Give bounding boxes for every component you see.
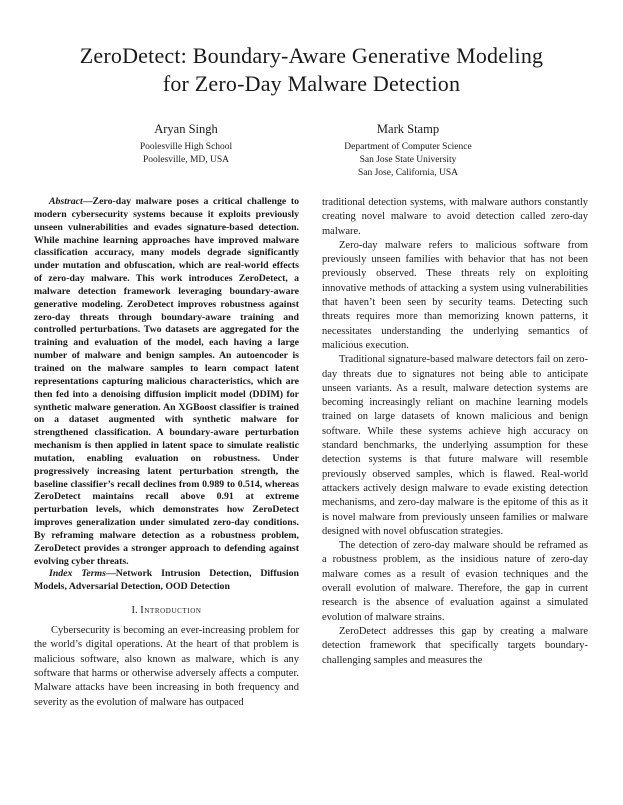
abstract-paragraph <box>34 196 299 568</box>
author-affiliation-line: Poolesville, MD, USA <box>142 155 230 165</box>
index-terms-label: Index Terms <box>49 568 106 580</box>
section-title: Introduction <box>140 605 202 617</box>
left-column <box>34 196 299 710</box>
authors-row <box>75 122 519 180</box>
author-affiliation-line: San Jose State University <box>359 155 457 165</box>
body-paragraph: traditional detection systems, with malware authors constantly creating novel malware to avoid detection called zero-day malware. <box>322 197 588 237</box>
right-column <box>322 196 588 668</box>
author-name: Aryan Singh <box>154 122 218 136</box>
body-paragraph: Zero-day malware refers to malicious software from previously unseen families with behavior that has not been previously observed. These threats rely on exploiting innovative methods of attacking a system using vulnerabilities that haven’t been seen by security teams. Detecting such threats requires more than memorizing known patterns, it necessitates understanding the underlying semantics of malicious execution. <box>322 239 588 351</box>
paper-title-line2: for Zero-Day Malware Detection <box>162 71 461 96</box>
author-affiliation-line: Department of Computer Science <box>344 142 472 152</box>
author-affiliation-line: Poolesville High School <box>139 142 233 152</box>
body-paragraph: Traditional signature-based malware detectors fail on zero-day threats due to signatures not being able to anticipate unseen variants. As a result, malware detection systems are becoming increasingly reliant on machine learning models trained on large datasets of known malicious and benign software. While these systems achieve high accuracy on standard benchmarks, the underlying assumption for these detection systems is that future malware will resemble previously observed samples, which is flawed. Real-world attackers actively design malware to evade existing detection mechanisms, and zero-day malware is the epitome of this as it is novel malware from previously unseen families or malware designed with novel obfuscation strategies. <box>322 354 588 537</box>
author-name: Mark Stamp <box>376 122 440 136</box>
paper-header <box>0 0 623 180</box>
body-paragraph: The detection of zero-day malware should be reframed as a robustness problem, as the insidious nature of zero-day malware comes as a result of evasion techniques and the overall evolution of malware. Therefore, the gap in current research is the absence of evaluation against a simulated evolution of malware strains. <box>322 540 588 623</box>
abstract-text: —Zero-day malware poses a critical challenge to modern cybersecurity systems because it exploits previously unseen vulnerabilities and evades signature-based detection. While machine learning approaches have improved malware classification accuracy, many models degrade significantly under mutation and obfuscation, which are real-world effects of zero-day malware. This work introduces ZeroDetect, a malware detection framework leveraging boundary-aware generative modeling. ZeroDetect improves robustness against zero-day threats through boundary-aware training and controlled perturbations. Two datasets are aggregated for the training and evaluation of the model, each having a large number of malware and benign samples. An autoencoder is trained on the malware samples to learn compact latent representations capturing malicious characteristics, which are then fed into a denoising diffusion implicit model (DDIM) for synthetic malware generation. An XGBoost classifier is trained on a dataset augmented with synthetic malware for strengthened classification. A boundary-aware perturbation mechanism is then applied in latent space to simulate realistic mutation, enabling evaluation on robustness. Under progressively increasing latent perturbation strength, the baseline classifier’s recall declines from 0.989 to 0.514, whereas ZeroDetect maintains recall above 0.91 at extreme perturbation levels, which demonstrates how ZeroDetect improves generalization under simulated zero-day conditions. By reframing malware detection as a robustness problem, ZeroDetect provides a stronger approach to defending against evolving cyber threats. <box>34 196 299 567</box>
index-terms-paragraph <box>34 568 299 594</box>
section-numeral: I. <box>131 605 138 617</box>
body-paragraph: ZeroDetect addresses this gap by creating a malware detection framework that specifically targets boundary-challenging samples and measures the <box>322 625 588 666</box>
author-block-aryan-singh <box>75 122 297 180</box>
body-paragraph: Cybersecurity is becoming an ever-increasing problem for the world’s digital operations. At the heart of that problem is malicious software, also known as malware, which is any software that harms or otherwise adversely affects a computer. Malware attacks have been increasing in both frequency and severity as the evolution of malware has outpaced <box>34 625 299 708</box>
paper-title <box>0 42 623 98</box>
section-heading-introduction <box>34 605 299 616</box>
author-affiliation-line: San Jose, California, USA <box>357 168 458 178</box>
abstract-label: Abstract <box>49 196 83 207</box>
index-terms-text: —Network Intrusion Detection, Diffusion Models, Adversarial Detection, OOD Detection <box>34 568 299 593</box>
paper-title-line1: ZeroDetect: Boundary-Aware Generative Modeling <box>79 43 544 68</box>
author-block-mark-stamp <box>297 122 519 180</box>
